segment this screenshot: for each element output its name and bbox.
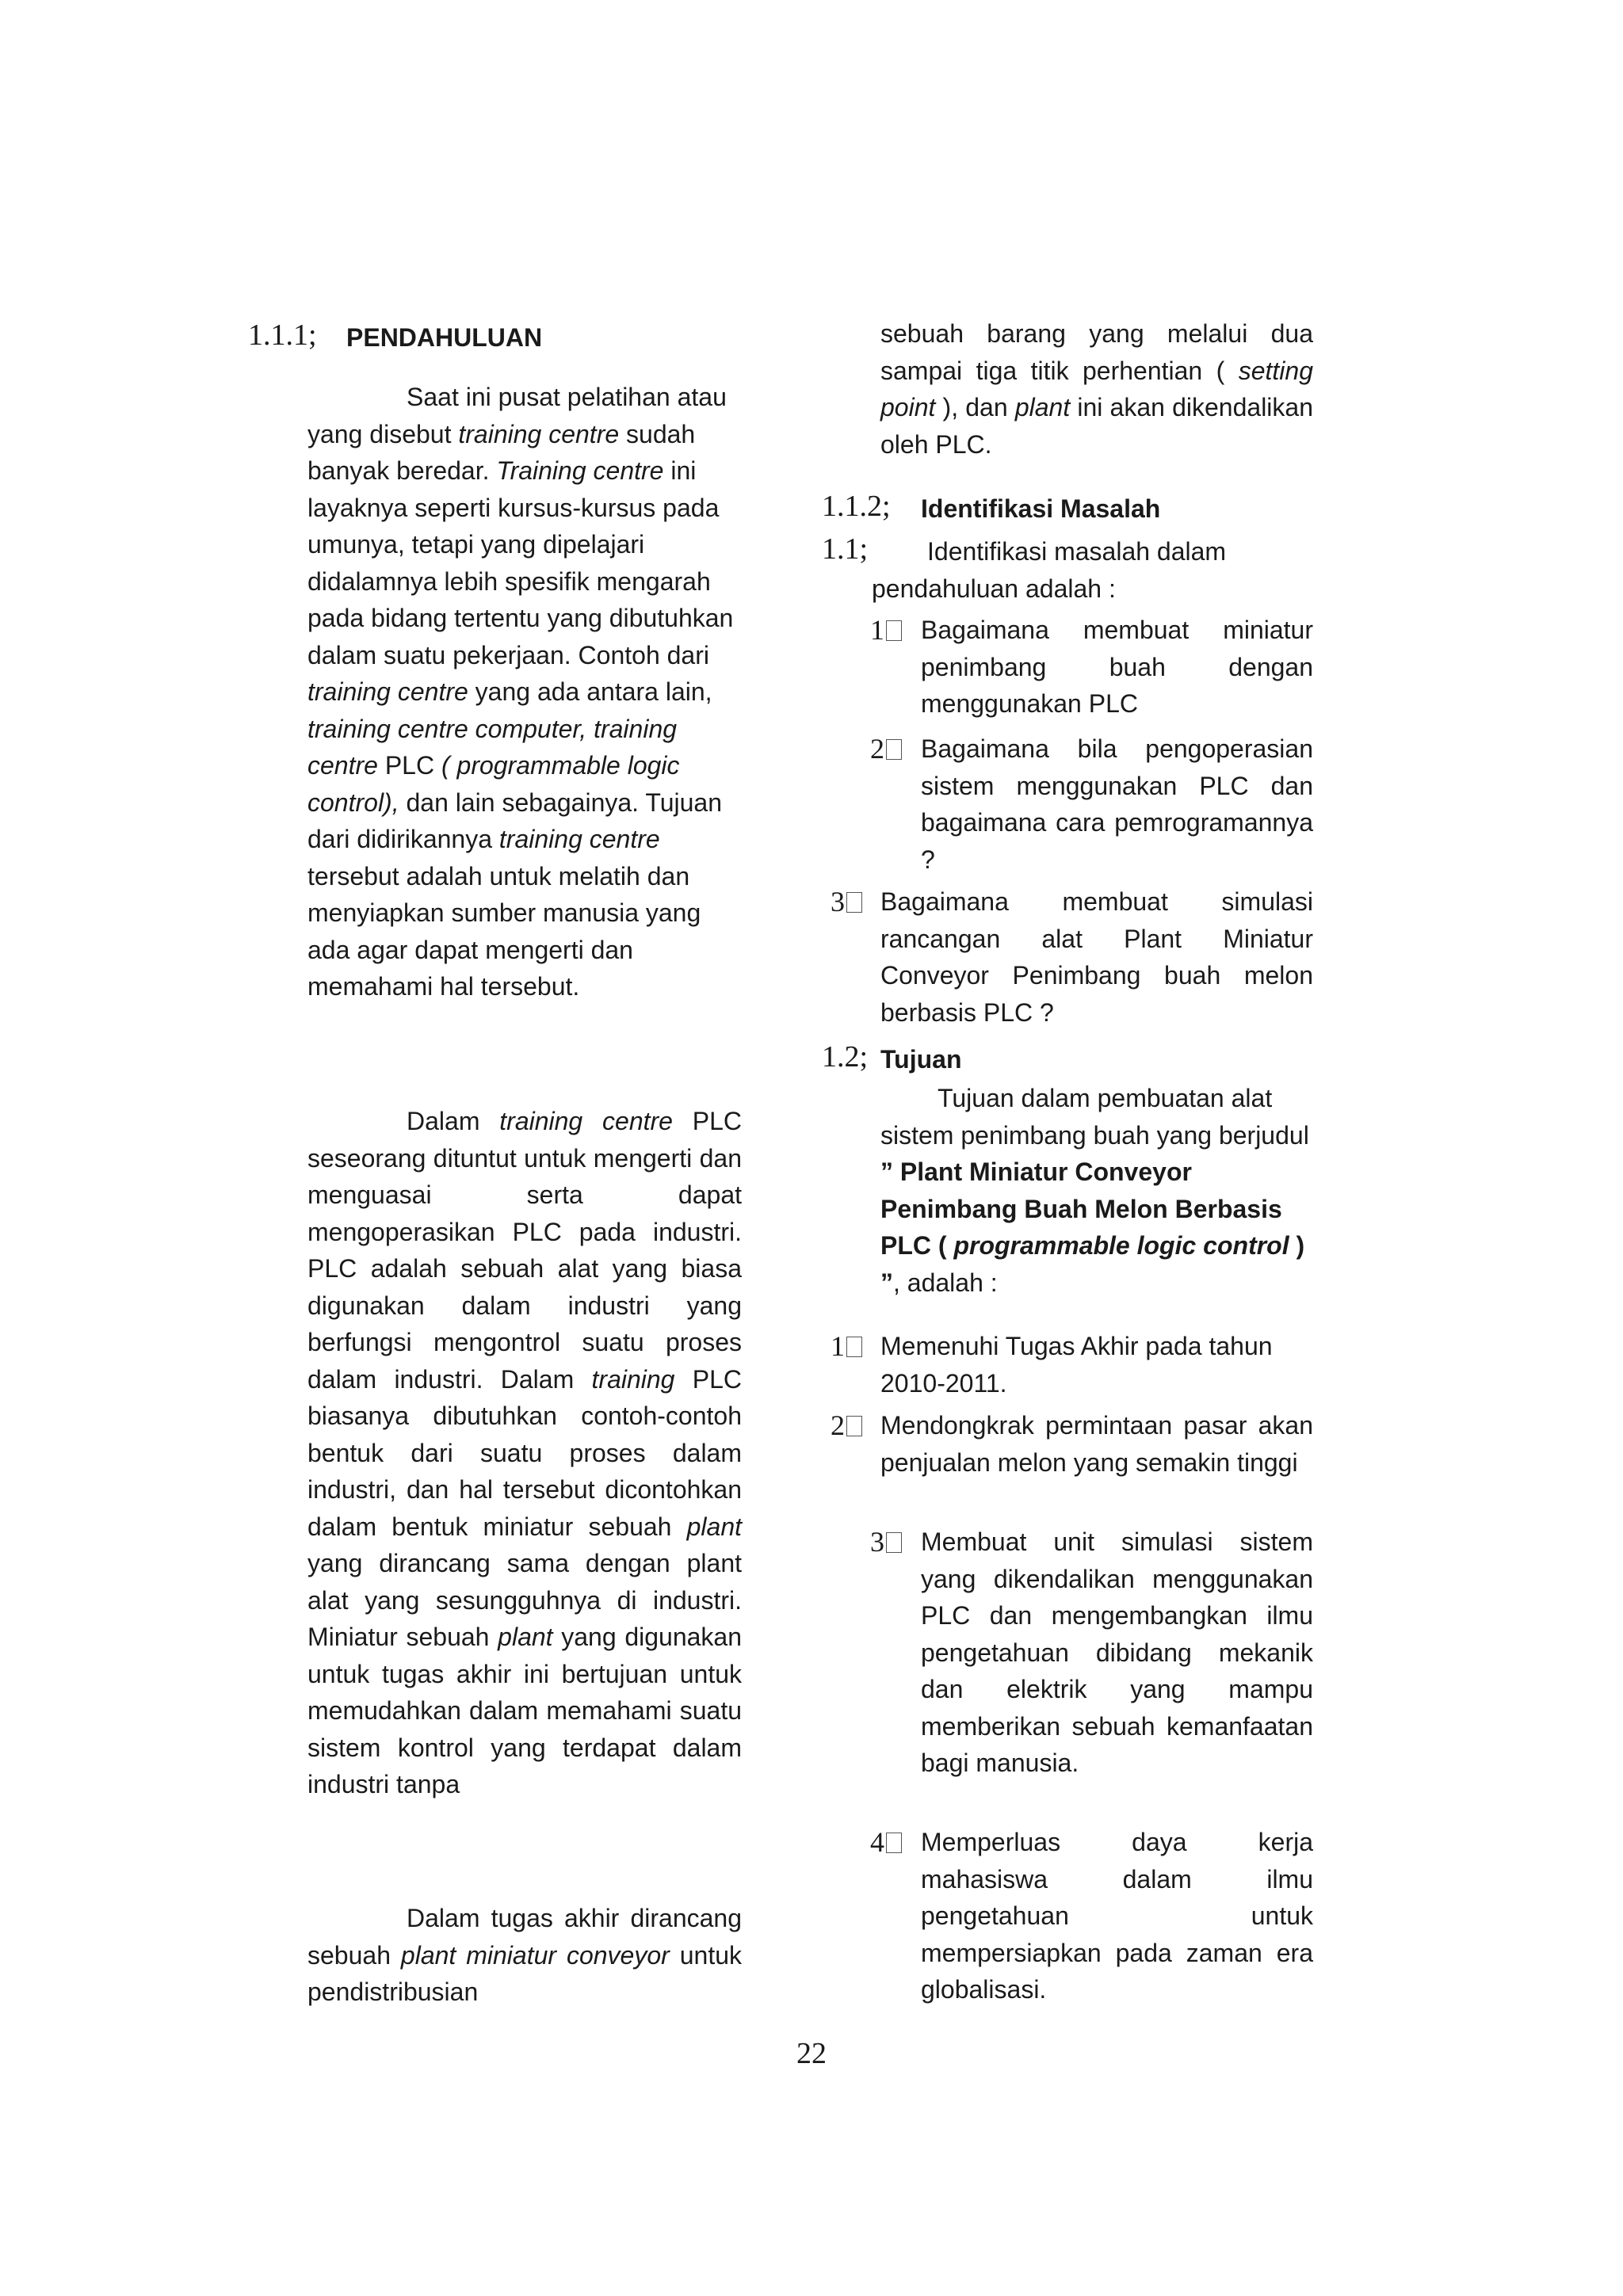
list-item-number: 3 [831, 883, 862, 920]
page-number: 22 [796, 2037, 827, 2070]
list-item: Memenuhi Tugas Akhir pada tahun 2010-2011. [880, 1332, 1273, 1398]
list-item: Mendongkrak permintaan pasar akan penjualan melon yang semakin tinggi [880, 1411, 1313, 1477]
section-number: 1.2; [822, 1040, 869, 1074]
intro-paragraph-3: Dalam tugas akhir dirancang sebuah plant miniatur conveyor untuk pendistribusian [307, 1904, 742, 2006]
section-title: PENDAHULUAN [346, 323, 543, 352]
list-item-number: 2 [870, 730, 902, 767]
list-item-number: 1 [870, 612, 902, 648]
list-item: Membuat unit simulasi sistem yang dikendalikan menggunakan PLC dan mengembangkan ilmu pengetahuan dibidang mekanik dan elektrik yang mampu memberikan sebuah kemanfaatan bagi manusia. [921, 1527, 1313, 1777]
list-item: Bagaimana membuat simulasi rancangan alat Plant Miniatur Conveyor Penimbang buah melon berbasis PLC ? [880, 887, 1313, 1027]
intro-paragraph-1: Saat ini pusat pelatihan atau yang disebut training centre sudah banyak beredar. Training centre ini layaknya seperti kursus-kursus pada umunya, tetapi yang dipelajari didalamnya lebih spesifik mengarah pada bidang tertentu yang dibutuhkan dalam suatu pekerjaan. Contoh dari training centre yang ada antara lain, training centre computer, training centre PLC ( programmable logic control), dan lain sebagainya. Tujuan dari didirikannya training centre tersebut adalah untuk melatih dan menyiapkan sumber manusia yang ada agar dapat mengerti dan memahami hal tersebut. [307, 383, 734, 1001]
section-number: 1.1.1; [248, 318, 317, 352]
section-title: Tujuan [880, 1045, 962, 1074]
list-item-number: 1 [831, 1328, 862, 1364]
tujuan-paragraph: Tujuan dalam pembuatan alat sistem penimbang buah yang berjudul ” Plant Miniatur Conveyor Penimbang Buah Melon Berbasis PLC ( programmable logic control ) ”, adalah : [880, 1084, 1309, 1297]
list-item: Bagaimana bila pengoperasian sistem menggunakan PLC dan bagaimana cara pemrogramannya ? [921, 734, 1313, 874]
intro-paragraph-2: Dalam training centre PLC seseorang dituntut untuk mengerti dan menguasai serta dapat mengoperasikan PLC pada industri. PLC adalah sebuah alat yang biasa digunakan dalam industri yang berfungsi mengontrol suatu proses dalam industri. Dalam training PLC biasanya dibutuhkan contoh-contoh bentuk dari suatu proses dalam industri, dan hal tersebut dicontohkan dalam bentuk miniatur sebuah plant yang dirancang sama dengan plant alat yang sesungguhnya di industri. Miniatur sebuah plant yang digunakan untuk tugas akhir ini bertujuan untuk memudahkan dalam memahami suatu sistem kontrol yang terdapat dalam industri tanpa [307, 1107, 743, 1798]
subsection-number: 1.1; [822, 532, 869, 566]
list-item: Bagaimana membuat miniatur penimbang buah dengan menggunakan PLC [921, 616, 1313, 718]
list-item-number: 3 [870, 1524, 902, 1560]
list-item-number: 2 [831, 1407, 862, 1444]
section-title: Identifikasi Masalah [921, 494, 1161, 523]
list-item-number: 4 [870, 1824, 902, 1860]
section-number: 1.1.2; [822, 490, 891, 523]
subsection-text: Identifikasi masalah dalam pendahuluan adalah : [872, 537, 1227, 603]
continuation-paragraph: sebuah barang yang melalui dua sampai tiga titik perhentian ( setting point ), dan plant ini akan dikendalikan oleh PLC. [880, 319, 1313, 459]
list-item: Memperluas daya kerja mahasiswa dalam ilmu pengetahuan untuk mempersiapkan pada zaman era globalisasi. [921, 1828, 1313, 2004]
